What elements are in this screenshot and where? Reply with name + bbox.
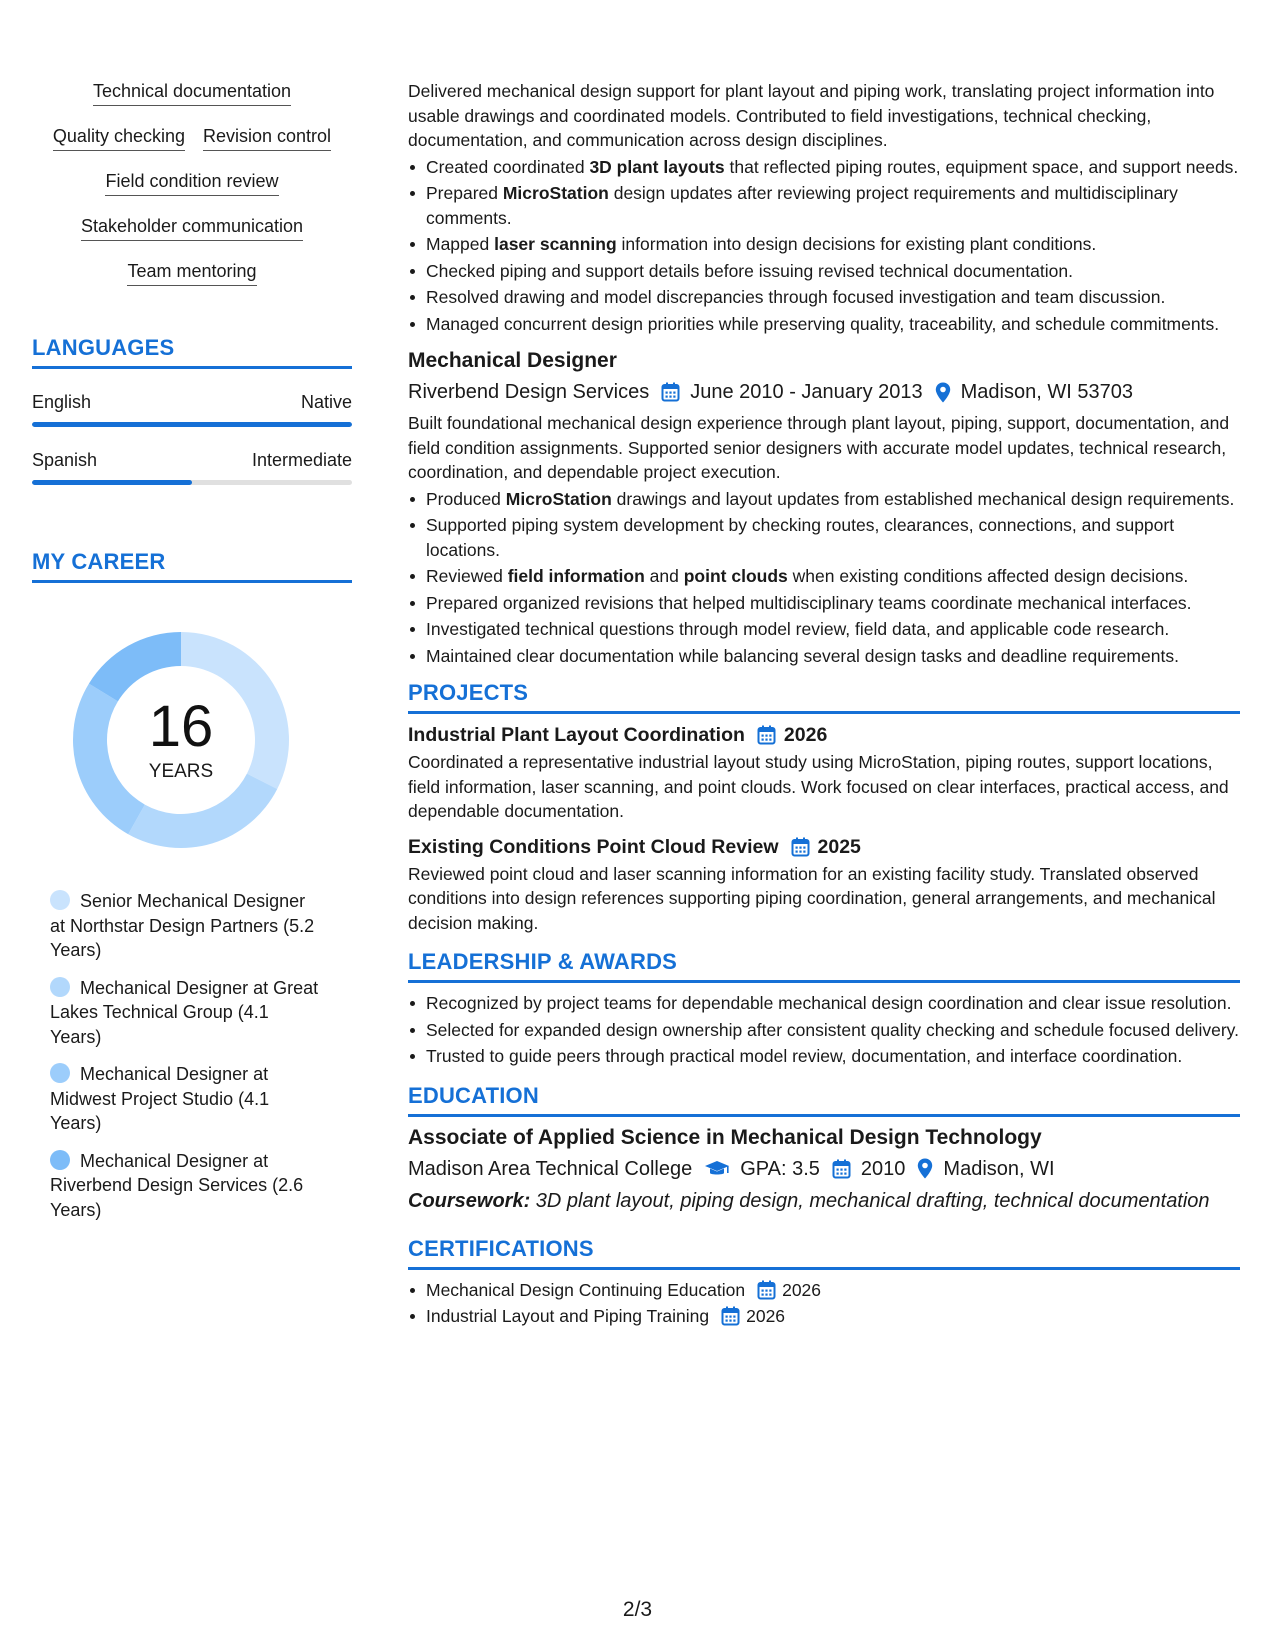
- language-name: English: [32, 392, 92, 412]
- bullet-keyword: point clouds: [683, 566, 788, 586]
- certification-name: Industrial Layout and Piping Training: [426, 1306, 710, 1326]
- left-column: [32, 80, 352, 1235]
- bullet-keyword: MicroStation: [505, 488, 612, 509]
- bullet-text: Supported piping system development by checking routes, clearances, connections, and support locations.: [426, 515, 1175, 560]
- skill-tag: Revision control: [203, 125, 331, 151]
- language-name: Spanish: [32, 450, 98, 470]
- bullet-text: Managed concurrent design priorities while preserving quality, traceability, and schedule commitments.: [426, 313, 1220, 334]
- project-description: Reviewed point cloud and laser scanning information for an existing facility study. Translated observed conditions into design references supporting piping coordination, general arrangements, and mechanical decision making.: [408, 863, 1216, 933]
- certification-name: Mechanical Design Continuing Education: [426, 1279, 746, 1300]
- education-gpa: GPA: 3.5: [740, 1157, 820, 1180]
- language-row: [32, 449, 352, 471]
- language-level: Native: [300, 392, 352, 412]
- education-school: Madison Area Technical College: [408, 1157, 693, 1180]
- bullet-text: Resolved drawing and model discrepancies through focused investigation and team discussion.: [426, 287, 1166, 307]
- skill-row: [32, 260, 352, 305]
- skill-tag: Stakeholder communication: [81, 215, 303, 241]
- bullet-item: [408, 259, 1240, 284]
- career-legend-item: [50, 1062, 320, 1136]
- language-proficiency-fill: [32, 480, 192, 485]
- language-row: [32, 391, 352, 413]
- career-legend-item: [50, 976, 320, 1050]
- bullet-item: [408, 155, 1240, 180]
- prev-job-summary: Delivered mechanical design support for plant layout and piping work, translating project information into usable drawings and coordinated models. Contributed to field investigations, technical checking, documentation, and communication across design disciplines.: [408, 81, 1215, 150]
- calendar-icon: [791, 837, 810, 857]
- bullet-item: [408, 617, 1240, 642]
- languages-heading: LANGUAGES: [32, 335, 352, 369]
- job-location: Madison, WI 53703: [960, 381, 1133, 403]
- projects-list: [408, 722, 1240, 935]
- career-donut-chart: [66, 625, 296, 855]
- education-heading: EDUCATION: [408, 1083, 1240, 1117]
- career-legend-text: Mechanical Designer at Midwest Project Studio (4.1 Years): [50, 1064, 270, 1133]
- career-legend: [50, 889, 320, 1222]
- page-number: 2/3: [622, 1598, 653, 1621]
- bullet-text: Checked piping and support details before issuing revised technical documentation.: [426, 260, 1073, 281]
- location-pin-icon: [935, 382, 951, 403]
- project-description: Coordinated a representative industrial layout study using MicroStation, piping routes, support locations, field information, laser scanning, and point clouds. Work focused on clear interfaces, practical access, and dependable documentation.: [408, 752, 1229, 821]
- leadership-list: [408, 991, 1240, 1069]
- certification-item: [408, 1278, 1240, 1303]
- bullet-text: Produced: [426, 488, 506, 509]
- career-legend-item: [50, 889, 320, 963]
- language-proficiency-fill: [32, 422, 352, 427]
- project-year: 2025: [817, 835, 861, 858]
- career-legend-text: Mechanical Designer at Riverbend Design Services (2.6 Years): [50, 1150, 304, 1220]
- bullet-text: information into design decisions for existing plant conditions.: [616, 234, 1097, 254]
- education-location: Madison, WI: [943, 1157, 1055, 1180]
- bullet-item: [408, 513, 1240, 562]
- project-year: 2026: [783, 724, 828, 746]
- career-legend-text: Mechanical Designer at Great Lakes Technical Group (4.1 Years): [50, 977, 319, 1047]
- skill-row: [32, 170, 352, 215]
- job-bullets: [408, 487, 1240, 669]
- skill-row: [32, 80, 352, 125]
- certification-year: 2026: [782, 1279, 822, 1300]
- bullet-text: Prepared organized revisions that helped multidisciplinary teams coordinate mechanical interfaces.: [426, 592, 1192, 613]
- education-coursework: [408, 1188, 1240, 1214]
- projects-heading: PROJECTS: [408, 680, 1240, 714]
- leadership-item: Selected for expanded design ownership after consistent quality checking and schedule focused delivery.: [408, 1018, 1240, 1043]
- calendar-icon: [832, 1159, 851, 1179]
- bullet-text: Maintained clear documentation while balancing several design tasks and deadline requirements.: [426, 645, 1179, 666]
- calendar-icon: [757, 725, 776, 745]
- career-legend-item: [50, 1149, 320, 1223]
- legend-dot: [50, 1150, 70, 1170]
- legend-dot: [50, 1063, 70, 1083]
- bullet-item: [408, 232, 1240, 257]
- skill-row: [32, 215, 352, 260]
- bullet-item: [408, 591, 1240, 616]
- bullet-item: [408, 487, 1240, 512]
- leadership-item: Recognized by project teams for dependable mechanical design coordination and clear issue resolution.: [408, 991, 1240, 1016]
- language-proficiency-bar: [32, 422, 352, 427]
- right-column: [408, 79, 1240, 1331]
- bullet-text: drawings and layout updates from established mechanical design requirements.: [611, 488, 1235, 509]
- bullet-text: and: [644, 566, 684, 586]
- certifications-list: [408, 1278, 1240, 1329]
- skill-tag: Technical documentation: [93, 80, 291, 106]
- bullet-text: design updates after reviewing project requirements and multidisciplinary comments.: [426, 183, 1178, 228]
- project-title: [408, 834, 1240, 860]
- career-years-unit: YEARS: [148, 761, 214, 782]
- job-meta: [408, 379, 1240, 405]
- bullet-item: [408, 564, 1240, 589]
- certifications-heading: CERTIFICATIONS: [408, 1236, 1240, 1270]
- leadership-item: Trusted to guide peers through practical model review, documentation, and interface coordination.: [408, 1044, 1240, 1069]
- language-level: Intermediate: [251, 450, 352, 470]
- skill-tag: Quality checking: [53, 125, 185, 151]
- donut-center: [66, 625, 296, 855]
- bullet-text: when existing conditions affected design decisions.: [787, 566, 1189, 586]
- graduation-cap-icon: [704, 1160, 730, 1178]
- bullet-text: Prepared: [426, 183, 503, 203]
- coursework-text: 3D plant layout, piping design, mechanical drafting, technical documentation: [530, 1189, 1210, 1212]
- bullet-keyword: MicroStation: [502, 183, 609, 203]
- certification-item: [408, 1304, 1240, 1329]
- career-heading: MY CAREER: [32, 549, 352, 583]
- bullet-keyword: 3D plant layouts: [589, 156, 725, 177]
- legend-dot: [50, 890, 70, 910]
- skill-row: [32, 125, 352, 170]
- calendar-icon: [757, 1280, 776, 1300]
- bullet-item: [408, 312, 1240, 337]
- bullet-text: that reflected piping routes, equipment space, and support needs.: [724, 156, 1239, 177]
- job-title: Mechanical Designer: [408, 349, 617, 372]
- job-summary: Built foundational mechanical design experience through plant layout, piping, support, documentation, and field condition assignments. Supported senior designers with accurate model updates, technical research, coordination, and dependable project execution.: [408, 413, 1230, 482]
- education-degree: Associate of Applied Science in Mechanical Design Technology: [408, 1125, 1042, 1149]
- project-name: Industrial Plant Layout Coordination: [408, 724, 745, 746]
- job-dates: June 2010 - January 2013: [690, 381, 923, 403]
- bullet-item: [408, 285, 1240, 310]
- project-name: Existing Conditions Point Cloud Review: [408, 835, 779, 858]
- bullet-text: Created coordinated: [426, 156, 590, 177]
- education-meta: [408, 1156, 1240, 1182]
- language-item: [32, 391, 352, 427]
- bullet-text: Reviewed: [426, 566, 508, 586]
- languages-list: [32, 391, 352, 485]
- skills-list: [32, 80, 352, 305]
- prev-job-bullets: [408, 155, 1240, 337]
- project-title: [408, 722, 1240, 748]
- skill-tag: Team mentoring: [127, 260, 256, 286]
- leadership-heading: LEADERSHIP & AWARDS: [408, 949, 1240, 983]
- coursework-label: Coursework:: [408, 1189, 531, 1212]
- bullet-text: Mapped: [426, 234, 495, 254]
- skill-tag: Field condition review: [105, 170, 278, 196]
- language-item: [32, 449, 352, 485]
- legend-dot: [50, 977, 70, 997]
- bullet-keyword: field information: [507, 566, 645, 586]
- career-total-years: 16: [148, 694, 214, 759]
- bullet-item: [408, 181, 1240, 230]
- bullet-text: Investigated technical questions through model review, field data, and applicable code research.: [426, 619, 1170, 639]
- calendar-icon: [661, 382, 680, 402]
- bullet-keyword: laser scanning: [494, 234, 617, 254]
- language-proficiency-bar: [32, 480, 352, 485]
- location-pin-icon: [917, 1158, 933, 1179]
- certification-year: 2026: [746, 1306, 786, 1326]
- job-company: Riverbend Design Services: [408, 381, 650, 403]
- bullet-item: [408, 644, 1240, 669]
- career-legend-text: Senior Mechanical Designer at Northstar Design Partners (5.2 Years): [50, 891, 315, 960]
- calendar-icon: [721, 1306, 740, 1326]
- education-year: 2010: [860, 1157, 906, 1180]
